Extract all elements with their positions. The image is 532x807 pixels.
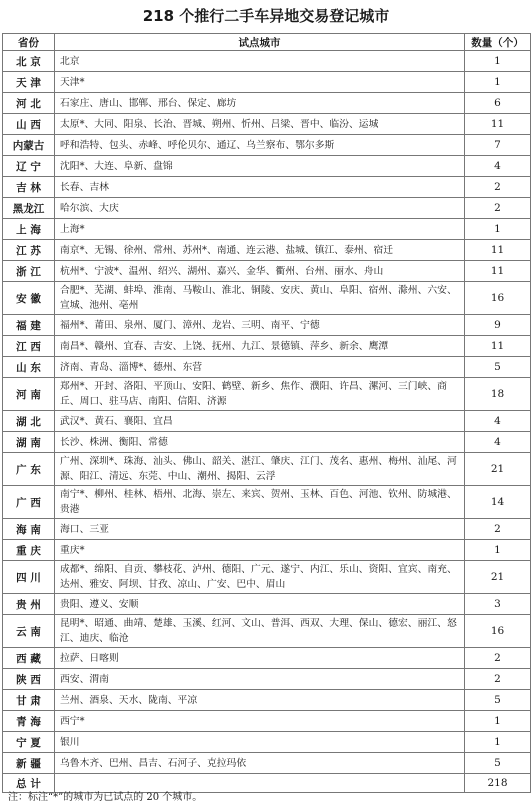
count-cell: 2 — [465, 669, 531, 690]
province-cell: 青 海 — [3, 711, 55, 732]
cities-cell: 西安、渭南 — [55, 669, 465, 690]
table-row — [3, 51, 531, 72]
cities-cell: 太原*、大同、阳泉、长治、晋城、朔州、忻州、吕梁、晋中、临汾、运城 — [55, 114, 465, 135]
cities-cell: 济南、青岛、淄博*、德州、东营 — [55, 357, 465, 378]
province-cell: 新 疆 — [3, 753, 55, 774]
count-cell: 2 — [465, 198, 531, 219]
table-row — [3, 135, 531, 156]
province-cell: 辽 宁 — [3, 156, 55, 177]
cities-cell: 长春、吉林 — [55, 177, 465, 198]
cities-cell: 西宁* — [55, 711, 465, 732]
cities-cell: 广州、深圳*、珠海、汕头、佛山、韶关、湛江、肇庆、江门、茂名、惠州、梅州、汕尾、河源、阳江、清远、东莞、中山、潮州、揭阳、云浮 — [55, 453, 465, 486]
cities-cell: 乌鲁木齐、巴州、昌吉、石河子、克拉玛依 — [55, 753, 465, 774]
count-cell: 5 — [465, 690, 531, 711]
count-cell: 21 — [465, 453, 531, 486]
province-cell: 河 南 — [3, 378, 55, 411]
table-row — [3, 315, 531, 336]
province-cell: 内蒙古 — [3, 135, 55, 156]
cities-cell: 哈尔滨、大庆 — [55, 198, 465, 219]
table-row — [3, 156, 531, 177]
cities-cell: 杭州*、宁波*、温州、绍兴、湖州、嘉兴、金华、衢州、台州、丽水、舟山 — [55, 261, 465, 282]
header-count: 数量（个） — [465, 34, 531, 51]
table-row — [3, 594, 531, 615]
province-cell: 福 建 — [3, 315, 55, 336]
province-cell: 上 海 — [3, 219, 55, 240]
cities-cell: 昆明*、昭通、曲靖、楚雄、玉溪、红河、文山、普洱、西双、大理、保山、德宏、丽江、怒江、迪庆、临沧 — [55, 615, 465, 648]
cities-cell: 拉萨、日喀则 — [55, 648, 465, 669]
count-cell: 18 — [465, 378, 531, 411]
table-row — [3, 114, 531, 135]
count-cell: 1 — [465, 72, 531, 93]
table-row — [3, 669, 531, 690]
province-cell: 浙 江 — [3, 261, 55, 282]
table-body — [3, 51, 531, 774]
province-cell: 宁 夏 — [3, 732, 55, 753]
province-cell: 西 藏 — [3, 648, 55, 669]
table-row — [3, 261, 531, 282]
table-row — [3, 411, 531, 432]
count-cell: 16 — [465, 282, 531, 315]
cities-cell: 海口、三亚 — [55, 519, 465, 540]
page-title: 218 个推行二手车异地交易登记城市 — [142, 7, 390, 25]
table-row — [3, 282, 531, 315]
count-cell: 4 — [465, 411, 531, 432]
count-cell: 14 — [465, 486, 531, 519]
cities-cell: 成都*、绵阳、自贡、攀枝花、泸州、德阳、广元、遂宁、内江、乐山、资阳、宜宾、南充、达州、雅安、阿坝、甘孜、凉山、广安、巴中、眉山 — [55, 561, 465, 594]
cities-cell: 石家庄、唐山、邯郸、邢台、保定、廊坊 — [55, 93, 465, 114]
count-cell: 2 — [465, 519, 531, 540]
province-cell: 海 南 — [3, 519, 55, 540]
province-cell: 陕 西 — [3, 669, 55, 690]
footnote: 注：标注“*”的城市为已试点的 20 个城市。 — [8, 792, 203, 803]
count-cell: 2 — [465, 177, 531, 198]
count-cell: 21 — [465, 561, 531, 594]
province-cell: 江 西 — [3, 336, 55, 357]
table-row — [3, 198, 531, 219]
province-cell: 山 东 — [3, 357, 55, 378]
table-row — [3, 357, 531, 378]
province-cell: 吉 林 — [3, 177, 55, 198]
table-row — [3, 540, 531, 561]
table-row — [3, 519, 531, 540]
count-cell: 4 — [465, 156, 531, 177]
province-cell: 山 西 — [3, 114, 55, 135]
province-cell: 安 徽 — [3, 282, 55, 315]
cities-cell: 重庆* — [55, 540, 465, 561]
table-row — [3, 72, 531, 93]
cities-cell: 沈阳*、大连、阜新、盘锦 — [55, 156, 465, 177]
cities-cell: 银川 — [55, 732, 465, 753]
province-cell: 天 津 — [3, 72, 55, 93]
cities-cell: 武汉*、黄石、襄阳、宜昌 — [55, 411, 465, 432]
province-cell: 河 北 — [3, 93, 55, 114]
cities-cell: 南京*、无锡、徐州、常州、苏州*、南通、连云港、盐城、镇江、泰州、宿迁 — [55, 240, 465, 261]
table-row — [3, 648, 531, 669]
province-cell: 甘 肃 — [3, 690, 55, 711]
province-cell: 北 京 — [3, 51, 55, 72]
province-cell: 重 庆 — [3, 540, 55, 561]
table-row — [3, 240, 531, 261]
count-cell: 11 — [465, 336, 531, 357]
table-header-row — [3, 34, 531, 51]
count-cell: 11 — [465, 240, 531, 261]
cities-cell: 天津* — [55, 72, 465, 93]
province-cell: 黑龙江 — [3, 198, 55, 219]
cities-cell: 南昌*、赣州、宜春、吉安、上饶、抚州、九江、景德镇、萍乡、新余、鹰潭 — [55, 336, 465, 357]
province-cell: 贵 州 — [3, 594, 55, 615]
table-row — [3, 432, 531, 453]
count-cell: 2 — [465, 648, 531, 669]
table-row — [3, 711, 531, 732]
header-province: 省份 — [3, 34, 55, 51]
cities-cell: 郑州*、开封、洛阳、平顶山、安阳、鹤壁、新乡、焦作、濮阳、许昌、漯河、三门峡、商丘、周口、驻马店、南阳、信阳、济源 — [55, 378, 465, 411]
total-label: 总 计 — [3, 774, 55, 793]
province-cell: 广 东 — [3, 453, 55, 486]
province-cell: 湖 南 — [3, 432, 55, 453]
cities-cell: 上海* — [55, 219, 465, 240]
header-cities: 试点城市 — [55, 34, 465, 51]
table-row — [3, 93, 531, 114]
count-cell: 4 — [465, 432, 531, 453]
province-cell: 云 南 — [3, 615, 55, 648]
cities-cell: 北京 — [55, 51, 465, 72]
count-cell: 3 — [465, 594, 531, 615]
count-cell: 1 — [465, 219, 531, 240]
table-row — [3, 219, 531, 240]
count-cell: 5 — [465, 753, 531, 774]
cities-cell: 长沙、株洲、衡阳、常德 — [55, 432, 465, 453]
table-row — [3, 690, 531, 711]
province-cell: 广 西 — [3, 486, 55, 519]
table-row — [3, 615, 531, 648]
province-cell: 四 川 — [3, 561, 55, 594]
province-cell: 湖 北 — [3, 411, 55, 432]
city-table — [2, 33, 531, 793]
table-row — [3, 378, 531, 411]
table-row — [3, 453, 531, 486]
table-row — [3, 561, 531, 594]
count-cell: 7 — [465, 135, 531, 156]
count-cell: 1 — [465, 732, 531, 753]
count-cell: 1 — [465, 51, 531, 72]
count-cell: 5 — [465, 357, 531, 378]
cities-cell: 兰州、酒泉、天水、陇南、平凉 — [55, 690, 465, 711]
count-cell: 9 — [465, 315, 531, 336]
count-cell: 11 — [465, 261, 531, 282]
count-cell: 11 — [465, 114, 531, 135]
table-row — [3, 177, 531, 198]
cities-cell: 贵阳、遵义、安顺 — [55, 594, 465, 615]
province-cell: 江 苏 — [3, 240, 55, 261]
table-row — [3, 336, 531, 357]
cities-cell: 福州*、莆田、泉州、厦门、漳州、龙岩、三明、南平、宁德 — [55, 315, 465, 336]
cities-cell: 呼和浩特、包头、赤峰、呼伦贝尔、通辽、乌兰察布、鄂尔多斯 — [55, 135, 465, 156]
cities-cell: 合肥*、芜湖、蚌埠、淮南、马鞍山、淮北、铜陵、安庆、黄山、阜阳、宿州、滁州、六安、宣城、池州、亳州 — [55, 282, 465, 315]
count-cell: 1 — [465, 540, 531, 561]
table-row — [3, 753, 531, 774]
total-count: 218 — [465, 774, 531, 793]
table-row — [3, 486, 531, 519]
count-cell: 6 — [465, 93, 531, 114]
cities-cell: 南宁*、柳州、桂林、梧州、北海、崇左、来宾、贺州、玉林、百色、河池、钦州、防城港、贵港 — [55, 486, 465, 519]
count-cell: 1 — [465, 711, 531, 732]
count-cell: 16 — [465, 615, 531, 648]
table-row — [3, 732, 531, 753]
